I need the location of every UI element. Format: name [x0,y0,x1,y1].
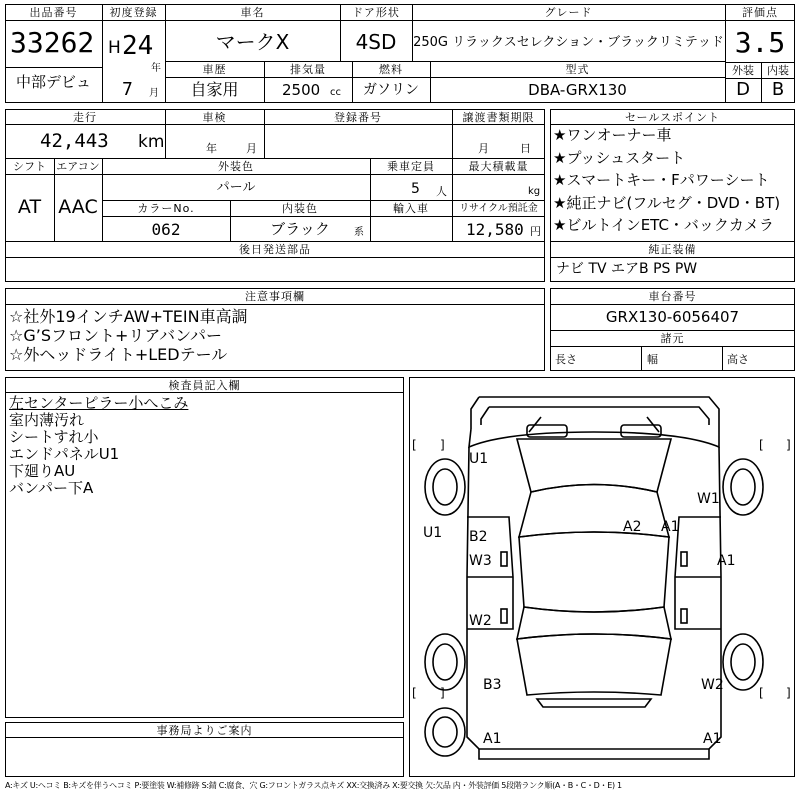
int-color-unit: 系 [354,227,364,238]
displacement-value: 2500 [282,81,321,99]
svg-text:[: [ [412,686,417,700]
era-letter: H [108,38,121,58]
list-item: シートすれ小 [9,428,99,446]
equipment-label: 純正装備 [648,243,697,256]
recycle-value: 12,580 [466,220,524,239]
shift-value: AT [17,196,42,218]
body-outline [469,429,719,447]
car-name-label: 車名 [240,6,265,19]
registration-label: 登録番号 [334,111,382,124]
ac-label: エアコン [56,160,100,173]
damage-mark: U1 [469,451,489,467]
capacity-unit: 人 [436,185,447,198]
ac-value: AAC [58,196,98,218]
svg-text:]: ] [440,686,445,700]
legend-text: A:キズ U:ヘコミ B:キズを伴うヘコミ P:要塗装 W:補修跡 S:錆 C:腐食、穴 G:フロントガラス点キズ XX:交換済み X:要交換 欠:欠品 内・外装評価 5段階ランク順(A・B・C・D・E) 1 [5,781,622,790]
load-label: 最大積載量 [468,160,529,173]
car-damage-diagram [409,377,795,777]
recycle-label: リサイクル預託金 [459,203,538,214]
damage-mark: W2 [469,613,492,629]
svg-text:]: ] [786,686,791,700]
venue: 中部デビュ [15,73,91,91]
month-unit: 月 [149,88,159,99]
color-label: 外装色 [218,160,254,173]
spare-tire [425,708,465,756]
color-value: パール [216,180,256,195]
reg-year: 24 [122,31,154,61]
reg-month: 7 [122,79,133,100]
grade-value: 250G リラックスセレクション・ブラックリミテッド [413,35,724,50]
displacement-label: 排気量 [290,63,326,76]
list-item: バンパー下A [9,479,94,497]
front-bumper-outline [471,397,719,429]
tire-rear-right [723,634,763,690]
damage-mark: A2 [623,519,642,535]
import-label: 輸入車 [393,202,429,215]
damage-mark: W1 [697,491,720,507]
recycle-unit: 円 [530,225,541,238]
notes-label: 注意事項欄 [245,290,305,303]
color-no-value: 062 [151,220,181,239]
svg-text:[: [ [759,686,764,700]
fuel-value: ガソリン [363,82,419,98]
capacity-value: 5 [411,181,420,197]
mileage-unit: km [138,132,165,152]
later-parts-label: 後日発送部品 [239,243,311,256]
transfer-day-unit: 日 [520,142,531,155]
mileage-label: 走行 [73,111,97,124]
shift-label: シフト [13,160,46,173]
lot-number: 33262 [10,26,95,59]
car-name: マークX [215,30,290,54]
list-item: ☆G’Sフロント+リアバンパー [9,326,222,345]
load-unit: kg [528,186,541,197]
year-unit: 年 [151,63,161,74]
equipment-value: ナビ TV エアB PS PW [556,261,698,277]
transfer-label: 譲渡書類期限 [462,111,535,124]
damage-mark: W3 [469,553,492,569]
damage-mark: A1 [703,731,722,747]
history-label: 車歴 [202,63,227,76]
svg-text:[: [ [412,438,417,452]
width-label: 幅 [647,353,658,366]
dims-label: 諸元 [660,332,685,345]
list-item: ★ワンオーナー車 [553,126,672,144]
grade-label: グレード [544,6,593,19]
damage-mark: W2 [701,677,724,693]
tire-rear-left [425,634,465,690]
inspection-month-unit: 月 [246,142,257,155]
list-item: 下廻りAU [9,462,76,480]
first-reg-label: 初度登録 [109,6,158,19]
int-color-value: ブラック [270,220,330,238]
list-item: ★スマートキー・Fパワーシート [553,171,770,189]
inspector-label: 検査員記入欄 [168,379,241,392]
exterior-label: 外装 [732,64,754,77]
history-value: 自家用 [190,80,239,99]
damage-mark: B2 [469,529,488,545]
office-label: 事務局よりご案内 [156,724,253,737]
trunk-outline [517,634,671,695]
model-value: DBA-GRX130 [528,81,627,99]
windshield-outline [519,485,669,538]
damage-mark: A1 [483,731,502,747]
color-no-label: カラーNo. [137,202,195,215]
list-item: エンドパネルU1 [9,445,120,463]
damage-mark: B3 [483,677,502,693]
door-value: 4SD [355,30,397,54]
damage-mark: A1 [661,519,680,535]
damage-mark: U1 [423,525,443,541]
height-label: 高さ [727,353,749,366]
list-item: ☆外ヘッドライト+LEDテール [9,345,228,364]
roof-outline [519,532,669,612]
inspection-label: 車検 [202,111,227,124]
inspection-year-unit: 年 [206,142,217,155]
list-item: ☆社外19インチAW+TEIN車高調 [9,307,248,326]
list-item: 室内薄汚れ [9,411,85,429]
score-label: 評価点 [742,6,778,19]
chassis-label: 車台番号 [648,290,697,303]
rear-bumper-outline [479,749,709,759]
door-label: ドア形状 [352,6,400,19]
chassis-number: GRX130-6056407 [605,308,740,326]
list-item: ★プッシュスタート [553,148,686,167]
tire-front-right [723,459,763,515]
mileage-value: 42,443 [40,130,109,152]
list-item: 左センターピラー小へこみ [9,394,189,412]
exterior-score: D [736,79,750,100]
int-color-label: 内装色 [282,202,318,215]
score-value: 3.5 [734,26,786,59]
displacement-unit: cc [330,87,341,98]
svg-text:[: [ [759,438,764,452]
fuel-label: 燃料 [379,63,403,76]
interior-score: B [771,79,785,100]
transfer-month-unit: 月 [478,142,489,155]
damage-mark: A1 [717,553,736,569]
capacity-label: 乗車定員 [387,160,435,173]
svg-text:]: ] [440,438,445,452]
model-label: 型式 [565,63,590,76]
interior-label: 内装 [767,64,789,77]
list-item: ★純正ナビ(フルセグ・DVD・BT) [553,193,781,212]
list-item: ★ビルトインETC・バックカメラ [553,216,774,234]
selling-points-label: セールスポイント [624,111,720,124]
length-label: 長さ [555,353,577,366]
svg-text:]: ] [786,438,791,452]
lot-label: 出品番号 [29,6,78,19]
tire-front-left [425,459,465,515]
